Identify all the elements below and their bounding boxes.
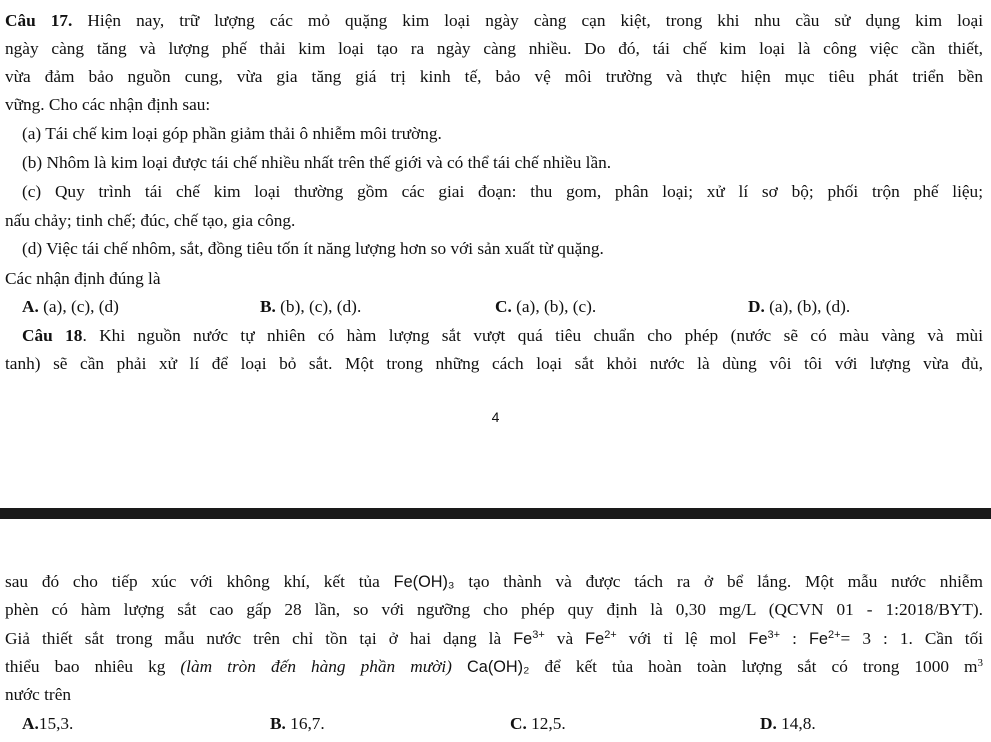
rounding-note: (làm tròn đến hàng phần mười) xyxy=(180,657,452,676)
q18-option-b[interactable]: B. 16,7. xyxy=(270,714,325,733)
q17-line-3: vừa đảm bảo nguồn cung, vừa gia tăng giá trị kinh tế, bảo vệ môi trường và thực hiện mục tiêu phát triển bền xyxy=(5,67,983,86)
q17-line-2: ngày càng tăng và lượng phế thải kim loại tạo ra ngày càng nhiều. Do đó, tái chế kim loại là công việc cần thiết, xyxy=(5,39,983,58)
q18-cont-line-2: phèn có hàm lượng sắt cao gấp 28 lần, so với ngưỡng cho phép quy định là 0,30 mg/L (QCVN 01 - 1:2018/BYT). xyxy=(5,600,983,619)
q17-label: Câu 17. xyxy=(5,11,73,30)
formula-ca-oh-2: Ca(OH)₂ xyxy=(467,658,530,676)
page-gap xyxy=(0,496,991,508)
q18-cont-line-3: Giả thiết sắt trong mẫu nước trên chỉ tồn tại ở hai dạng là $Fe^{3+}$ và $Fe^{2+}$ với tỉ lệ mol $Fe^{3+}$ : $Fe^{2+}= 3$ : 1. Cần tối xyxy=(5,629,984,648)
q18-cont-line-1: sau đó cho tiếp xúc với không khí, kết tủa Fe(OH)₃ tạo thành và được tách ra ở bể lắng. Một mẫu nước nhiễm xyxy=(5,572,983,591)
q18-cont-line-5: nước trên xyxy=(5,685,72,704)
q17-statement-b: (b) Nhôm là kim loại được tái chế nhiều nhất trên thế giới và có thể tái chế nhiều lần. xyxy=(22,153,612,172)
q17-statement-d: (d) Việc tái chế nhôm, sắt, đồng tiêu tốn ít năng lượng hơn so với sản xuất từ quặng. xyxy=(22,239,604,258)
page-number: 4 xyxy=(491,409,500,425)
q17-prompt: Các nhận định đúng là xyxy=(5,269,161,288)
q17-statement-c-line1: (c) Quy trình tái chế kim loại thường gồm các giai đoạn: thu gom, phân loại; xử lí sơ bộ; phối trộn phế liệu; xyxy=(22,182,983,201)
q18-line-2: tanh) sẽ cần phải xử lí để loại bỏ sắt. Một trong những cách loại sắt khỏi nước là dùng vôi tôi với lượng vừa đủ, xyxy=(5,354,983,373)
page-divider xyxy=(0,508,991,519)
q18-option-c[interactable]: C. 12,5. xyxy=(510,714,566,733)
ion-fe3-b: $Fe^{3+}$ xyxy=(748,629,781,648)
q17-option-b[interactable]: B. (b), (c), (d). xyxy=(260,297,362,316)
q17-statement-a: (a) Tái chế kim loại góp phần giảm thải ô nhiễm môi trường. xyxy=(22,124,442,143)
q17-line-1: Câu 17. Hiện nay, trữ lượng các mỏ quặng kim loại ngày càng cạn kiệt, trong khi nhu cầu sử dụng kim loại xyxy=(5,11,984,30)
ion-fe3-a: $Fe^{3+}$ xyxy=(513,629,545,648)
formula-fe-oh-3: Fe(OH)₃ xyxy=(393,573,455,591)
q17-statement-c-line2: nấu chảy; tinh chế; đúc, chế tạo, gia công. xyxy=(5,211,296,230)
q18-option-d[interactable]: D. 14,8. xyxy=(760,714,816,733)
q17-option-c[interactable]: C. (a), (b), (c). xyxy=(495,297,597,316)
q17-option-d[interactable]: D. (a), (b), (d). xyxy=(748,297,851,316)
ion-fe2-a: $Fe^{2+}$ xyxy=(585,629,617,648)
q17-line-4: vững. Cho các nhận định sau: xyxy=(5,95,211,114)
q18-line-1: Câu 18. Khi nguồn nước tự nhiên có hàm lượng sắt vượt quá tiêu chuẩn cho phép (nước sẽ có màu vàng và mùi xyxy=(22,326,983,345)
q18-label: Câu 18 xyxy=(22,326,83,345)
q18-cont-line-4: thiểu bao nhiêu kg (làm tròn đến hàng phần mười) Ca(OH)₂ để kết tủa hoàn toàn lượng sắt có trong 1000 $m^3$ xyxy=(5,657,983,676)
q18-option-a[interactable]: A.15,3. xyxy=(22,714,74,733)
ion-fe2-b: $Fe^{2+}$ xyxy=(808,629,841,648)
q17-option-a[interactable]: A. (a), (c), (d) xyxy=(22,297,119,316)
